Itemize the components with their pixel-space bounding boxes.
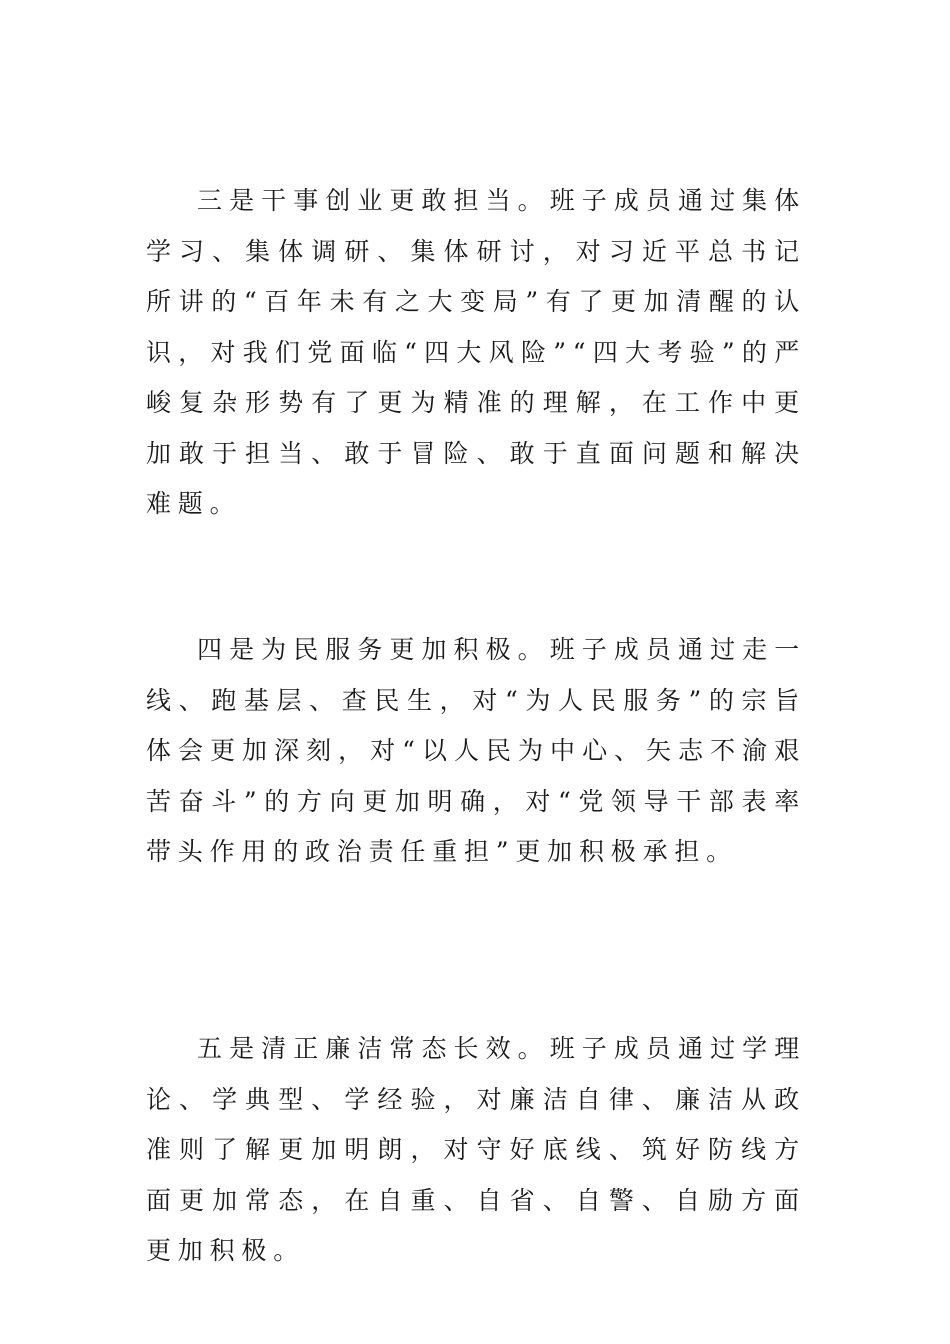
paragraph-three-responsibility: 三是干事创业更敢担当。班子成员通过集体学习、集体调研、集体研讨，对习近平总书记所讲的“百年未有之大变局”有了更加清醒的认识，对我们党面临“四大风险”“四大考验”的严峻复杂形势有了更为精准的理解，在工作中更加敢于担当、敢于冒险、敢于直面问题和解决难题。 <box>146 186 806 518</box>
paragraph-four-public-service: 四是为民服务更加积极。班子成员通过走一线、跑基层、查民生，对“为人民服务”的宗旨体会更加深刻，对“以人民为中心、矢志不渝艰苦奋斗”的方向更加明确，对“党领导干部表率带头作用的政治责任重担”更加积极承担。 <box>146 635 806 866</box>
paragraph-five-integrity: 五是清正廉洁常态长效。班子成员通过学理论、学典型、学经验，对廉洁自律、廉洁从政准则了解更加明朗，对守好底线、筑好防线方面更加常态，在自重、自省、自警、自励方面更加积极。 <box>146 1034 806 1265</box>
